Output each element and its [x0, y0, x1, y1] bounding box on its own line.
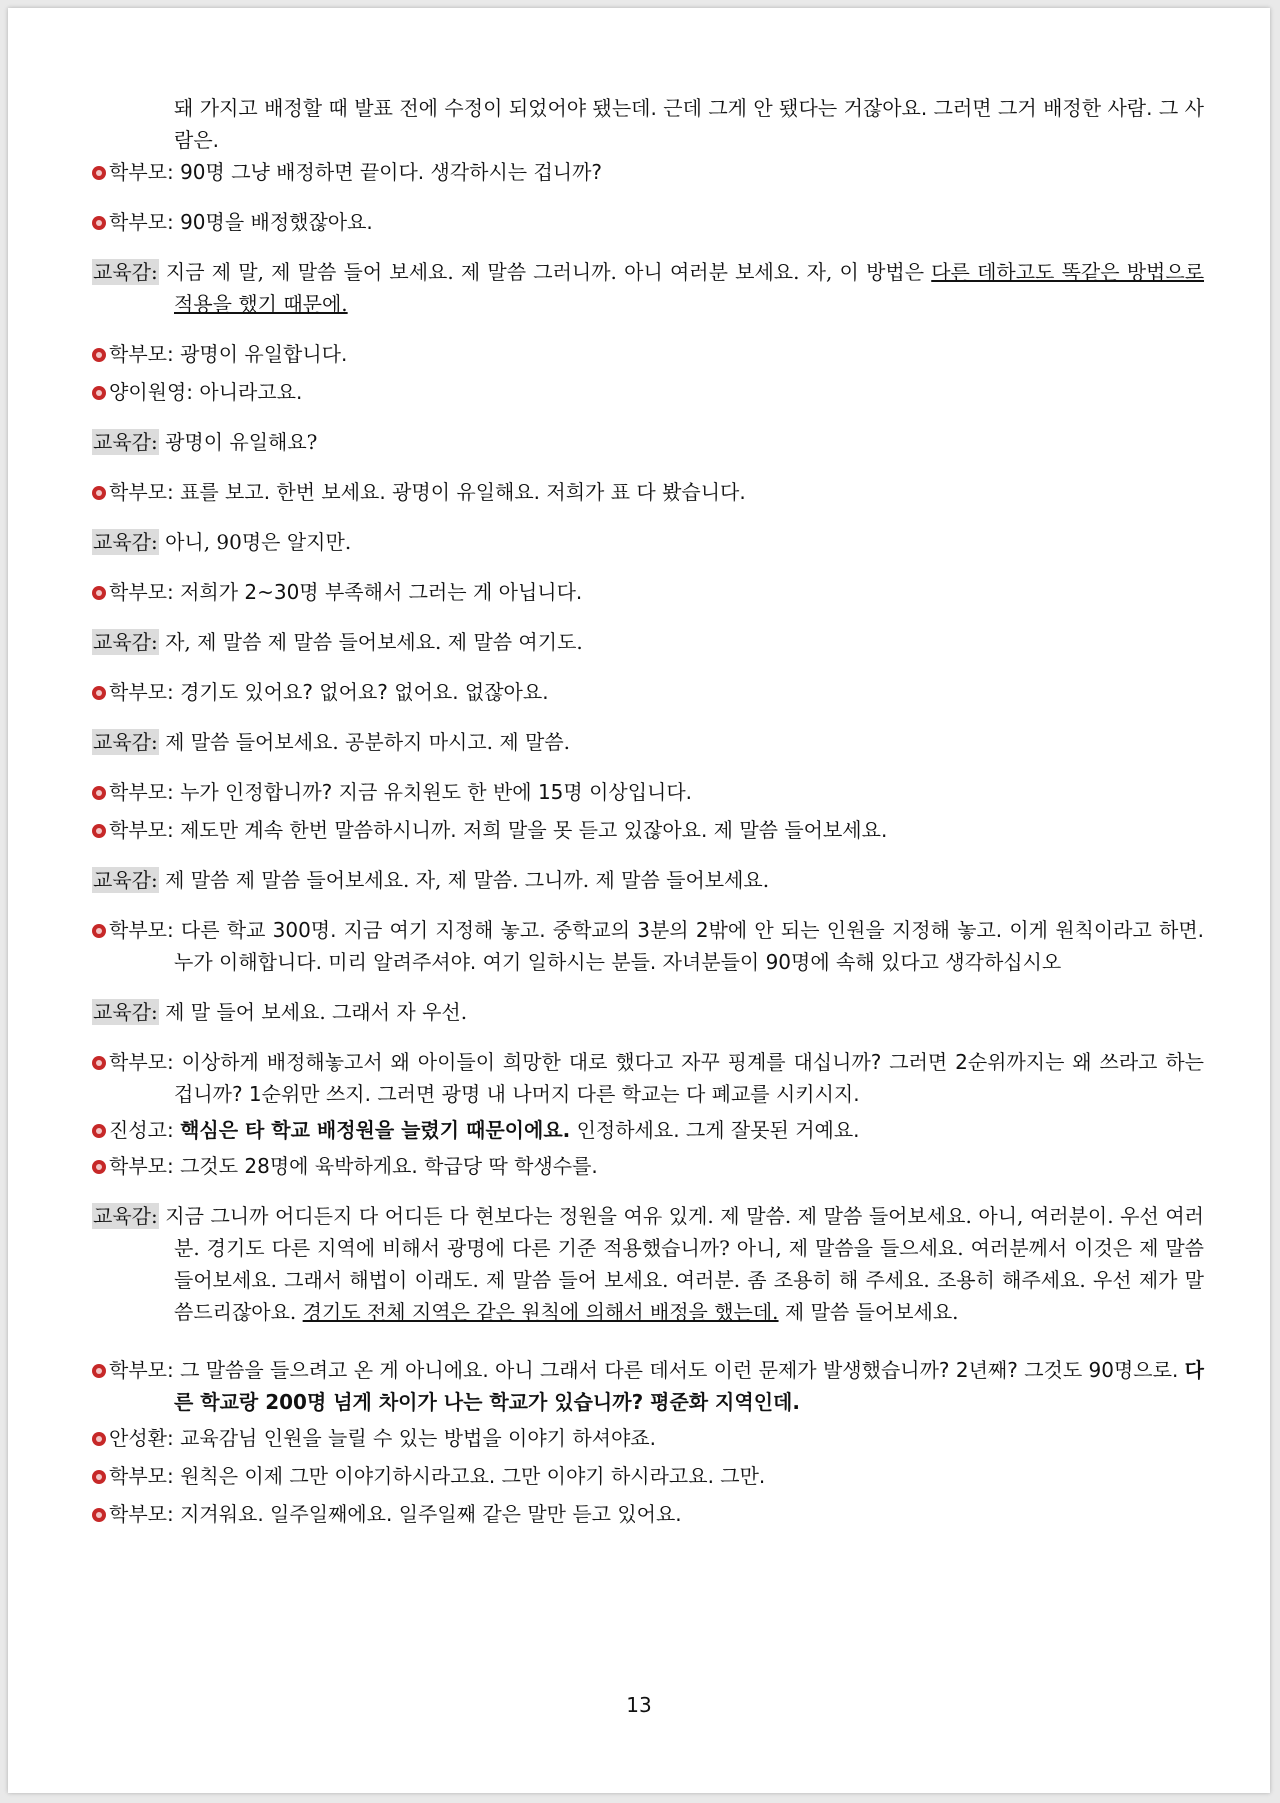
speaker-label: 교육감: — [93, 1000, 158, 1024]
entry-lawmaker: 양이원영: 아니라고요. — [92, 376, 1204, 408]
speaker-seal-icon — [92, 348, 106, 362]
speaker-label: 교육감: — [93, 630, 158, 654]
entry-parent: 학부모: 경기도 있어요? 없어요? 없어요. 없잖아요. — [92, 676, 1204, 708]
speaker-label: 학부모: — [109, 1050, 174, 1074]
document-page — [8, 8, 1270, 1793]
speaker-label: 학부모: — [109, 342, 174, 366]
page-number: 13 — [626, 1693, 652, 1717]
continued-paragraph: 돼 가지고 배정할 때 발표 전에 수정이 되었어야 됐는데. 근데 그게 안 됐다는 거잖아요. 그러면 그거 배정한 사람. 그 사람은. — [174, 96, 1204, 152]
speaker-label: 교육감: — [93, 868, 158, 892]
underlined-text: 경기도 전체 지역은 같은 원칙에 의해서 배정을 했는데. — [302, 1300, 779, 1324]
underlined-text: 다른 데하고도 똑같은 방법으로 적용을 했기 때문에. — [174, 260, 1205, 316]
speaker-label: 진성고: — [109, 1118, 174, 1142]
speaker-label: 학부모: — [109, 580, 174, 604]
speaker-seal-icon — [92, 216, 106, 230]
speaker-label: 학부모: — [109, 1464, 174, 1488]
speaker-label: 교육감: — [93, 730, 158, 754]
speaker-seal-icon — [92, 924, 106, 938]
speaker-label: 학부모: — [109, 160, 174, 184]
speaker-label: 학부모: — [109, 818, 174, 842]
entry-parent: 학부모: 제도만 계속 한번 말씀하시니까. 저희 말을 못 듣고 있잖아요. 제 말씀 들어보세요. — [92, 814, 1204, 846]
speaker-seal-icon — [92, 1470, 106, 1484]
speaker-label: 안성환: — [109, 1426, 174, 1450]
speaker-seal-icon — [92, 1160, 106, 1174]
entry-parent: 학부모: 표를 보고. 한번 보세요. 광명이 유일해요. 저희가 표 다 봤습니다. — [92, 476, 1204, 508]
speaker-label: 학부모: — [109, 1502, 174, 1526]
speaker-label: 학부모: — [109, 680, 174, 704]
speaker-seal-icon — [92, 1056, 106, 1070]
speaker-label: 학부모: — [109, 1154, 174, 1178]
entry-parent: 학부모: 90명 그냥 배정하면 끝이다. 생각하시는 겁니까? — [92, 156, 1204, 188]
speaker-label: 학부모: — [109, 918, 174, 942]
speaker-seal-icon — [92, 786, 106, 800]
entry-superintendent: 교육감: 제 말씀 들어보세요. 공분하지 마시고. 제 말씀. — [93, 730, 571, 754]
entry-lawmaker: 안성환: 교육감님 인원을 늘릴 수 있는 방법을 이야기 하셔야죠. — [92, 1422, 1204, 1454]
entry-superintendent: 교육감: 아니, 90명은 알지만. — [93, 530, 352, 554]
speaker-seal-icon — [92, 166, 106, 180]
entry-parent: 학부모: 저희가 2~30명 부족해서 그러는 게 아닙니다. — [92, 576, 1204, 608]
speaker-seal-icon — [92, 486, 106, 500]
entry-parent: 학부모: 이상하게 배정해놓고서 왜 아이들이 희망한 대로 했다고 자꾸 핑계를 대십니까? 그러면 2순위까지는 왜 쓰라고 하는 겁니까? 1순위만 쓰지. 그러면 광명 내 나머지 다른 학교는 다 폐교를 시키시지. — [92, 1046, 1204, 1110]
entry-superintendent: 교육감: 광명이 유일해요? — [93, 430, 318, 454]
entry-superintendent: 교육감: 제 말 들어 보세요. 그래서 자 우선. — [93, 1000, 468, 1024]
bold-text: 핵심은 타 학교 배정원을 늘렸기 때문이에요. — [180, 1118, 571, 1142]
speaker-label: 학부모: — [109, 480, 174, 504]
entry-superintendent: 교육감: 제 말씀 제 말씀 들어보세요. 자, 제 말씀. 그니까. 제 말씀 들어보세요. — [93, 868, 770, 892]
entry-school: 진성고: 핵심은 타 학교 배정원을 늘렸기 때문이에요. 인정하세요. 그게 잘못된 거예요. — [92, 1114, 1204, 1146]
entry-parent: 학부모: 원칙은 이제 그만 이야기하시라고요. 그만 이야기 하시라고요. 그만. — [92, 1460, 1204, 1492]
speaker-label: 학부모: — [109, 780, 174, 804]
speaker-seal-icon — [92, 586, 106, 600]
entry-parent: 학부모: 90명을 배정했잖아요. — [92, 206, 1204, 238]
entry-parent: 학부모: 지겨워요. 일주일째에요. 일주일째 같은 말만 듣고 있어요. — [92, 1498, 1204, 1530]
entry-parent: 학부모: 누가 인정합니까? 지금 유치원도 한 반에 15명 이상입니다. — [92, 776, 1204, 808]
entry-superintendent: 교육감: 자, 제 말씀 제 말씀 들어보세요. 제 말씀 여기도. — [93, 630, 583, 654]
speaker-label: 교육감: — [93, 530, 158, 554]
speaker-label: 교육감: — [93, 260, 158, 284]
entry-parent: 학부모: 그것도 28명에 육박하게요. 학급당 딱 학생수를. — [92, 1150, 1204, 1182]
speaker-seal-icon — [92, 1124, 106, 1138]
entry-parent: 학부모: 광명이 유일합니다. — [92, 338, 1204, 370]
speaker-seal-icon — [92, 1432, 106, 1446]
transcript — [92, 92, 1204, 1530]
bold-text: 다른 학교랑 200명 넘게 차이가 나는 학교가 있습니까? 평준화 지역인데. — [174, 1358, 1204, 1414]
speaker-label: 학부모: — [109, 1358, 174, 1382]
entry-parent: 학부모: 다른 학교 300명. 지금 여기 지정해 놓고. 중학교의 3분의 2밖에 안 되는 인원을 지정해 놓고. 이게 원칙이라고 하면. 누가 이해합니다. 미리 알려주셔야. 여기 일하시는 분들. 자녀분들이 90명에 속해 있다고 생각하십시오 — [92, 914, 1204, 978]
speaker-seal-icon — [92, 1364, 106, 1378]
speaker-seal-icon — [92, 1508, 106, 1522]
speaker-label: 교육감: — [93, 430, 158, 454]
entry-superintendent: 교육감: 지금 제 말, 제 말씀 들어 보세요. 제 말씀 그러니까. 아니 여러분 보세요. 자, 이 방법은 다른 데하고도 똑같은 방법으로 적용을 했기 때문에. — [93, 260, 1205, 316]
speaker-label: 양이원영: — [109, 380, 194, 404]
speaker-seal-icon — [92, 824, 106, 838]
entry-superintendent: 교육감: 지금 그니까 어디든지 다 어디든 다 현보다는 정원을 여유 있게. 제 말씀. 제 말씀 들어보세요. 아니, 여러분이. 우선 여러분. 경기도 다른 지역에 비해서 광명에 다른 기준 적용했습니까? 아니, 제 말씀을 들으세요. 여러분께서 이것은 제 말씀 들어보세요. 그래서 해법이 이래도. 제 말씀 들어 보세요. 여러분. 좀 조용히 해 주세요. 조용히 해주세요. 우선 제가 말씀드리잖아요. 경기도 전체 지역은 같은 원칙에 의해서 배정을 했는데. 제 말씀 들어보세요. — [93, 1204, 1204, 1324]
entry-parent: 학부모: 그 말씀을 들으려고 온 게 아니에요. 아니 그래서 다른 데서도 이런 문제가 발생했습니까? 2년째? 그것도 90명으로. 다른 학교랑 200명 넘게 차이가 나는 학교가 있습니까? 평준화 지역인데. — [92, 1354, 1204, 1418]
speaker-label: 학부모: — [109, 210, 174, 234]
speaker-seal-icon — [92, 386, 106, 400]
speaker-label: 교육감: — [93, 1204, 158, 1228]
speaker-seal-icon — [92, 686, 106, 700]
